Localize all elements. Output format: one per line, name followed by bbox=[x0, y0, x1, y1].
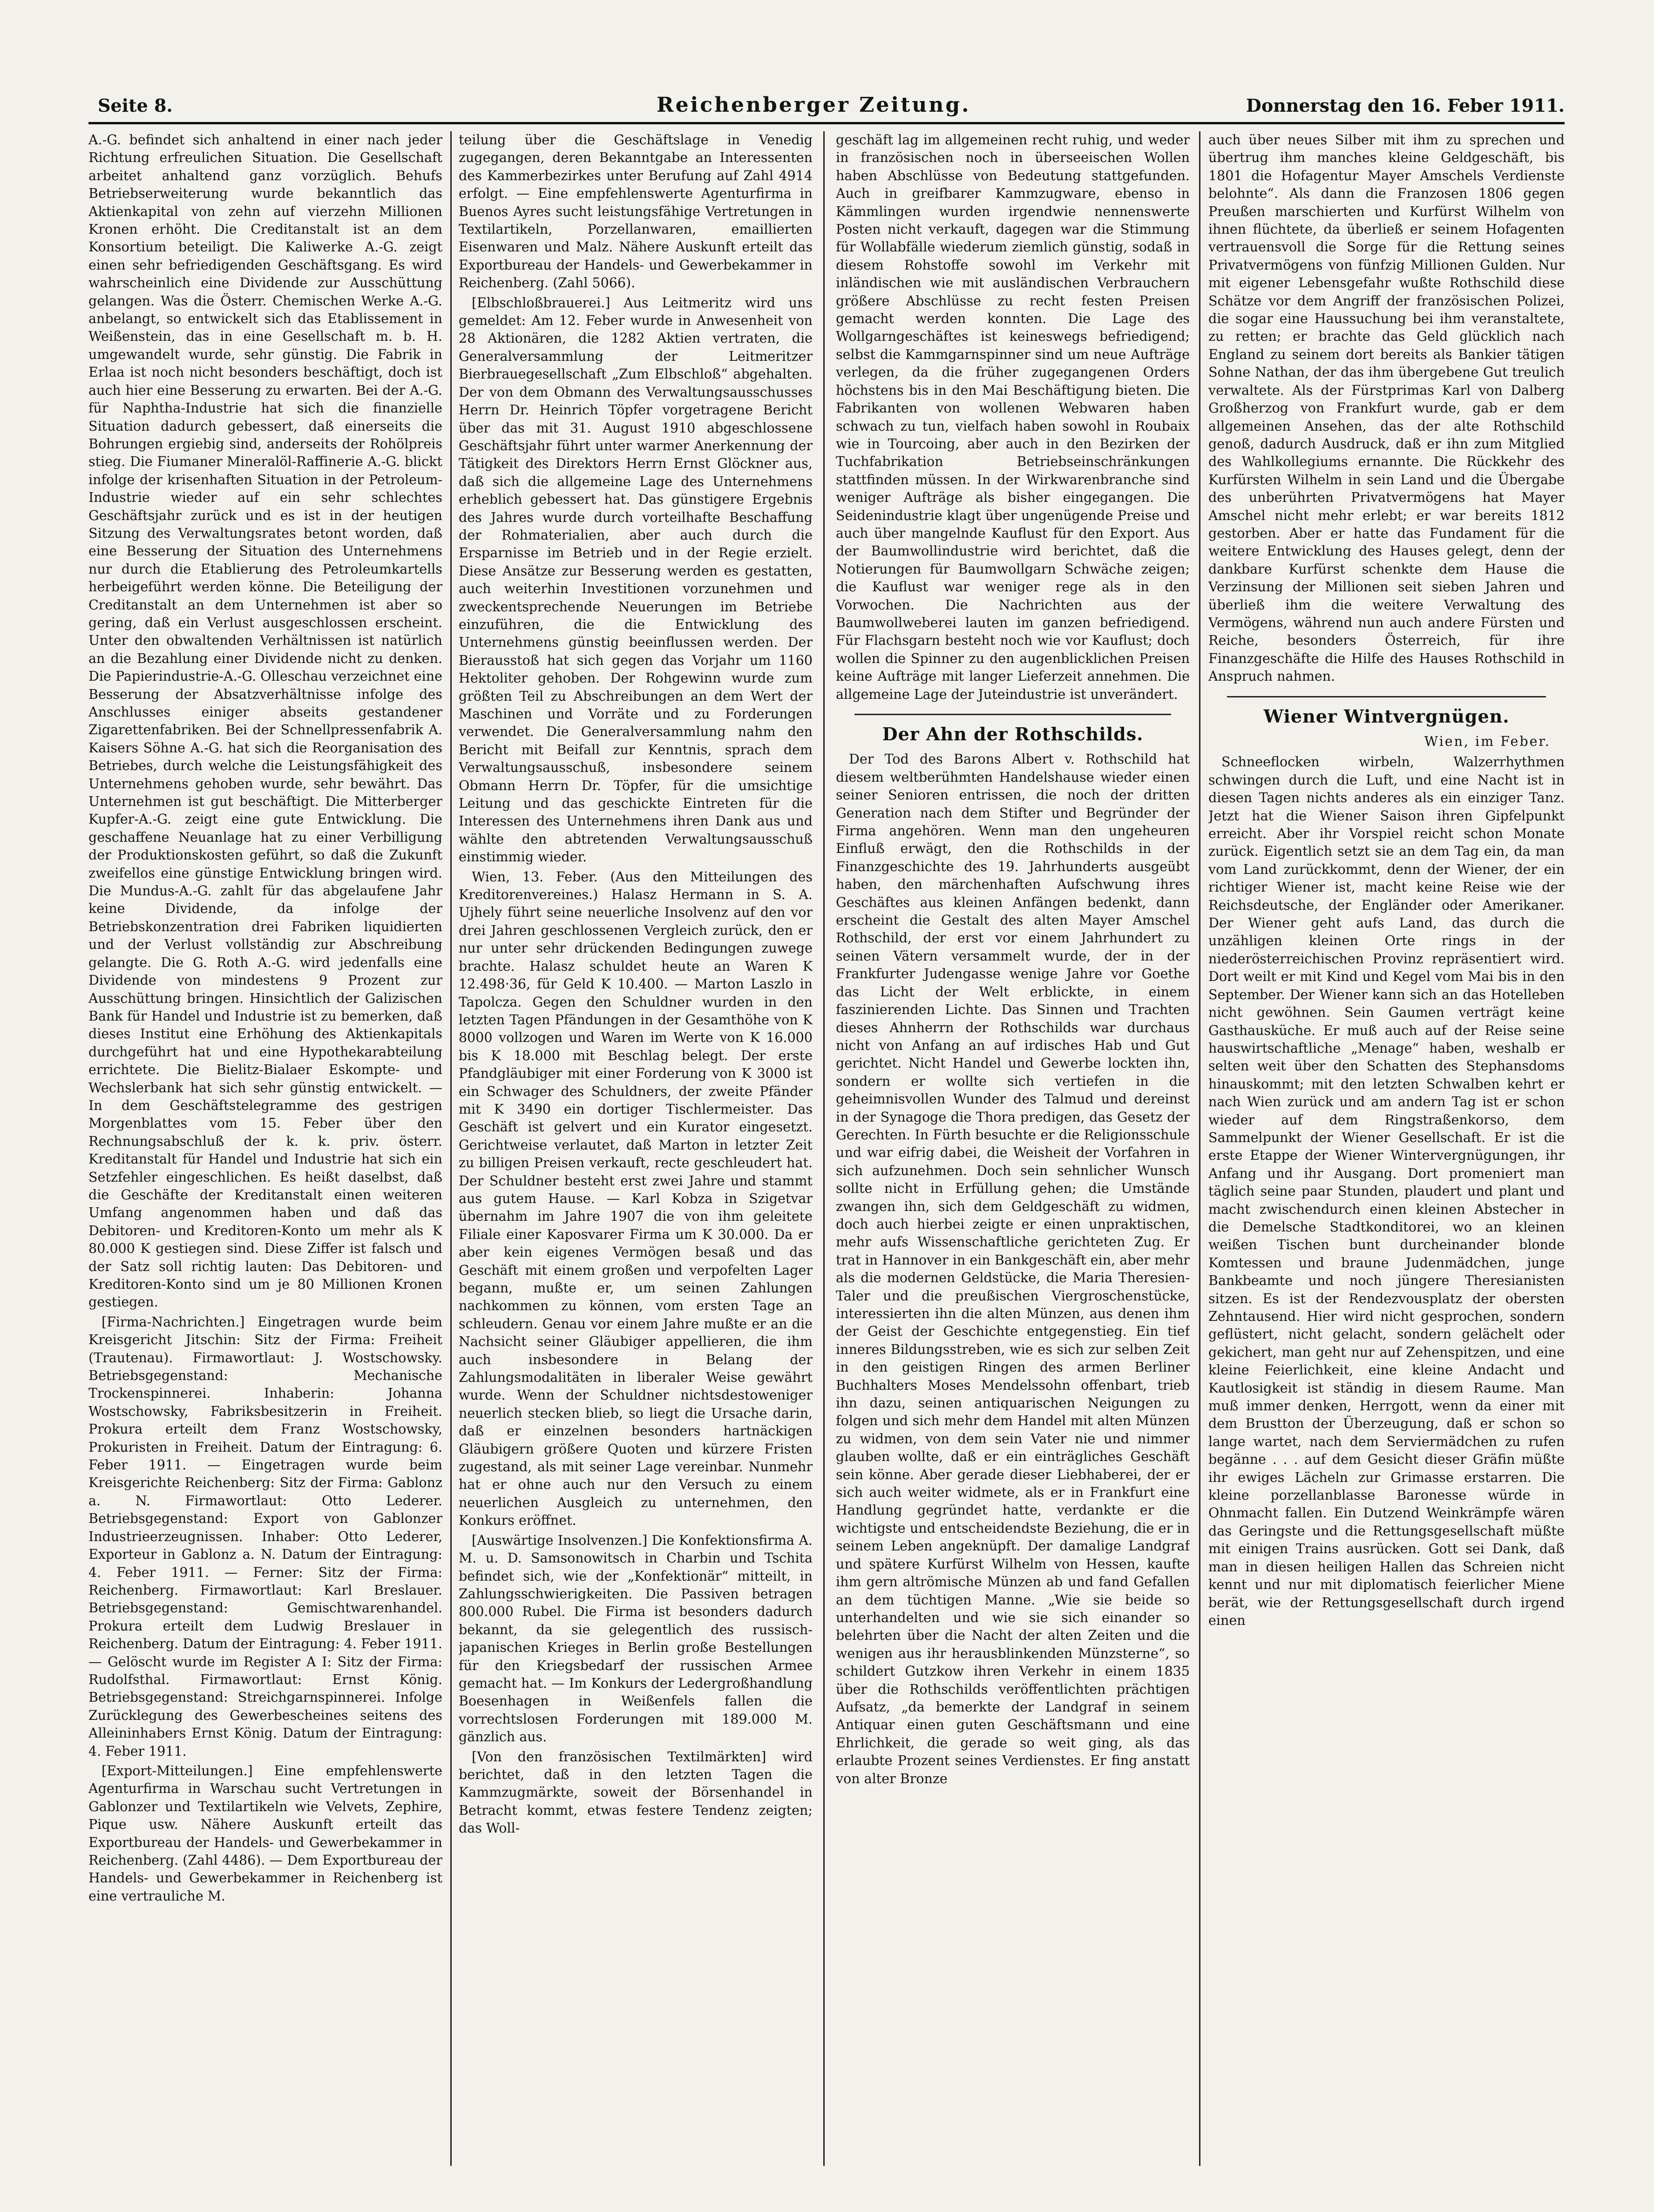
article-paragraph: Schneeflocken wirbeln, Walzerrhythmen schwingen durch die Luft, und eine Nacht ist in diesen Tagen nichts anderes als ein einziger Tanz. Jetzt hat die Wiener Saison ihren Gipfelpunkt erreicht. Aber ihr Vorspiel reicht schon Monate zurück. Eigentlich setzt sie an dem Tag ein, da man vom Land zurückkommt, denn der Wiener, der ein richtiger Wiener ist, macht keine Reise wie der Reichsdeutsche, der Engländer oder Amerikaner. Der Wiener geht aufs Land, das durch die unzähligen kleinen Orte rings in der niederösterreichischen Provinz repräsentiert wird. Dort weilt er mit Kind und Kegel vom Mai bis in den September. Der Wiener kann sich an das Hotelleben nicht gewöhnen. Sein Gaumen verträgt keine Gasthausküche. Er muß auch auf der Reise seine hauswirtschaftliche „Menage“ haben, weshalb er selten weit über den Schatten des Stephansdoms hinauskommt; mit den letzten Schwalben kehrt er nach Wien zurück und am andern Tag ist er schon wieder auf dem Ringstraßenkorso, dem Sammelpunkt der Wiener Gesellschaft. Er ist die erste Etappe der Wiener Wintervergnügungen, ihr Anfang und ihr Ausgang. Dort promeniert man täglich seine paar Stunden, plaudert und plant und macht zwischendurch einen kleinen Abstecher in die Demelsche Stadtkonditorei, wo an kleinen weißen Tischen bunt durcheinander blonde Komtessen und braune Judenmädchen, junge Bankbeamte und noch jüngere Theresianisten sitzen. Es ist der Rendezvousplatz der obersten Zehntausend. Hier wird nicht gesprochen, sondern geflüstert, nicht gelacht, sondern gelächelt oder gekichert, man geht nur auf Zehenspitzen, und eine kleine Feierlichkeit, eine kleine Andacht und Kautlosigkeit ist ständig in diesem Raume. Man muß immer denken, Herrgott, wenn da einer mit dem Brustton der Überzeugung, daß er schon so lange wartet, nach dem Serviermädchen zu rufen begänne . . . auf dem Gesicht dieser Gräfin müßte ihr ewiges Lächeln zur Grimasse erstarren. Die kleine porzellanblasse Baronesse würde in Ohnmacht fallen. Ein Dutzend Weinkrämpfe wären das Geringste und die Rettungsgesellschaft müßte mit einigen Trains ausrücken. Gott sei Dank, daß man in diesen heiligen Hallen das Schreien nicht kennt und nur mit diplomatisch feierlicher Miene berät, wie der Rettungsgesellschaft durch irgend einen bbox=[1208, 754, 1565, 1628]
column-divider bbox=[823, 131, 825, 2166]
page-number: Seite 8. bbox=[98, 95, 173, 116]
column-1 bbox=[88, 131, 442, 2166]
article-paragraph: geschäft lag im allgemeinen recht ruhig, und weder in französischen noch in überseeischen Wollen haben Abschlüsse von Bedeutung stattgefunden. Auch in greifbarer Kammzugware, ebenso in Kämmlingen wurden irgendwie nennenswerte Posten nicht verkauft, dagegen war die Stimmung für Wollabfälle wiederum ziemlich günstig, sodaß in diesem Rohstoffe sowohl im Verkehr mit inländischen wie mit ausländischen Verbrauchern größere Abschlüsse zu recht festen Preisen gemacht werden konnten. Die Lage des Wollgarngeschäftes ist keineswegs befriedigend; selbst die Kammgarnspinner sind um neue Aufträge verlegen, da die früher zugegangenen Orders höchstens bis in den Mai Beschäftigung bieten. Die Fabrikanten von wollenen Webwaren haben schwach zu tun, vielfach haben sowohl in Roubaix wie in Tourcoing, aber auch in den Bezirken der Tuchfabrikation Betriebseinschränkungen stattfinden müssen. In der Wirkwarenbranche sind weniger Aufträge als bisher eingegangen. Die Seidenindustrie klagt über ungenügende Preise und auch über mangelnde Kauflust für den Export. Aus der Baumwollindustrie wird berichtet, daß die Notierungen für Baumwollgarn Schwäche zeigen; die Kauflust war weniger rege als in den Vorwochen. Die Nachrichten aus der Baumwollweberei lauten im ganzen befriedigend. Für Flachsgarn besteht noch wie vor Kauflust; doch wollen die Spinner zu den augenblicklichen Preisen keine Aufträge mit langer Lieferzeit annehmen. Die allgemeine Lage der Juteindustrie ist unverändert. bbox=[836, 132, 1190, 702]
column-3 bbox=[836, 131, 1190, 2166]
newspaper-page bbox=[88, 88, 1565, 2170]
section-rule bbox=[854, 714, 1171, 715]
column-2 bbox=[459, 131, 813, 2166]
masthead bbox=[88, 88, 1565, 121]
newspaper-title: Reichenberger Zeitung. bbox=[657, 93, 971, 117]
header-rule bbox=[88, 122, 1565, 124]
article-paragraph: auch über neues Silber mit ihm zu sprechen und übertrug ihm manches kleine Geldgeschäft, bis 1801 die Hofagentur Mayer Amschels Verdienste belohnte“. Als dann die Franzosen 1806 gegen Preußen marschierten und Kurfürst Wilhelm von ihnen flüchtete, da überließ er seinem Hofagenten vertrauensvoll die Sorge für die Rettung seines Privatvermögens von fünfzig Millionen Gulden. Nur mit eigener Lebensgefahr wußte Rothschild diese Schätze vor dem Angriff der französischen Polizei, die sogar eine Haussuchung bei ihm veranstaltete, zu retten; er brachte das Geld glücklich nach England zu seinem dort bereits als Bankier tätigen Sohne Nathan, der das ihm übergebene Gut treulich verwaltete. Als der Fürstprimas Karl von Dalberg Großherzog von Frankfurt wurde, gab er dem allgemeinen Ansehen, das der alte Rothschild genoß, dadurch Ausdruck, daß er ihn zum Mitglied des Wahlkollegiums ernannte. Die Rückkehr des Kurfürsten Wilhelm in sein Land und die Übergabe des unberührten Privatvermögens hat Mayer Amschel nicht mehr erlebt; er war bereits 1812 gestorben. Aber er hatte das Fundament für die weitere Entwicklung des Hauses gelegt, denn der dankbare Kurfürst schenkte dem Hause die Verzinsung der Millionen seit sieben Jahren und überließ ihm die weitere Verwaltung des Vermögens, während nun auch andere Fürsten und Reiche, besonders Österreich, für ihre Finanzgeschäfte die Hilfe des Hauses Rothschild in Anspruch nahmen. bbox=[1208, 132, 1565, 684]
column-divider bbox=[450, 131, 452, 2166]
column-divider bbox=[1199, 131, 1200, 2166]
article-heading: Wiener Wintvergnügen. bbox=[1263, 705, 1510, 727]
section-rule bbox=[1227, 696, 1546, 697]
article-paragraph: [Export-Mitteilungen.] Eine empfehlenswerte Agenturfirma in Warschau sucht Vertretungen in Gablonzer und Textilartikeln wie Velvets, Zephire, Pique usw. Nähere Auskunft erteilt das Exportbureau der Handels- und Gewerbekammer in Reichenberg. (Zahl 4486). — Dem Exportbureau der Handels- und Gewerbekammer in Reichenberg ist eine vertrauliche M. bbox=[88, 1763, 442, 1904]
article-paragraph: Der Tod des Barons Albert v. Rothschild hat diesem weltberühmten Handelshause wieder einen seiner Senioren entrissen, die noch der dritten Generation nach dem Stifter und Begründer der Firma angehören. Wenn man den ungeheuren Einfluß erwägt, den die Rothschilds in der Finanzgeschichte des 19. Jahrhunderts ausgeübt haben, den märchenhaften Aufschwung ihres Geschäftes aus kleinen Anfängen bedenkt, dann erscheint die Gestalt des alten Mayer Amschel Rothschild, der erst vor einem Jahrhundert zu seinen Vätern versammelt wurde, der in der Frankfurter Judengasse wenige Jahre vor Goethe das Licht der Welt erblickte, in einem faszinierenden Lichte. Das Sinnen und Trachten dieses Ahnherrn der Rothschilds war durchaus nicht von Anfang an auf irdisches Hab und Gut gerichtet. Nicht Handel und Gewerbe lockten ihn, sondern er wollte sich vertiefen in die geheimnisvollen Wunder des Talmud und dereinst in der Synagoge die Thora predigen, das Gesetz der Gerechten. In Fürth besuchte er die Religionsschule und war eifrig dabei, die Weisheit der Vorfahren in sich aufzunehmen. Doch sein sehnlicher Wunsch sollte nicht in Erfüllung gehen; die Umstände zwangen ihn, sich dem Geldgeschäft zu widmen, doch auch hierbei zeigte er einen unpraktischen, mehr aufs Wissenschaftliche gerichteten Zug. Er trat in Hannover in ein Bankgeschäft ein, aber mehr als die modernen Geldstücke, die Maria Theresien-Taler und die preußischen Viergroschenstücke, interessierten ihn die alten Münzen, aus denen ihm der Geist der Geschichte entgegenstieg. Ein tief inneres Bildungsstreben, wie es sich zur selben Zeit in den geistigen Ringen des armen Berliner Buchhalters Moses Mendelssohn offenbart, trieb ihn dazu, seinen antiquarischen Neigungen zu folgen und sich mehr dem Handel mit alten Münzen zu widmen, von dem sein Vater nie und nimmer glauben wollte, daß er ein einträgliches Geschäft sein könne. Aber gerade dieser Liebhaberei, der er sich auch weiter widmete, als er in Frankfurt eine Handlung gegründet hatte, verdankte er die wichtigste und entscheidendste Beziehung, die er in seinem Leben angeknüpft. Der damalige Landgraf und spätere Kurfürst Wilhelm von Hessen, kaufte ihm gern altrömische Münzen ab und fand Gefallen an dem tüchtigen Manne. „Wie sie beide so unterhandelten und wie sie sich einander so belehrten über die Nacht der alten Zeiten und die wenigen aus ihr herausblinkenden Münzsterne“, so schildert Gutzkow ihren Verkehr in einem 1835 über die Rothschilds veröffentlichten prächtigen Aufsatz, „da bemerkte der Landgraf in seinem Antiquar einen guten Geschäftsmann und eine Ehrlichkeit, die gerade so weit ging, als das erlaubte Prozent seines Verdienstes. Er fing anstatt von alter Bronze bbox=[836, 751, 1190, 1786]
article-paragraph: [Auswärtige Insolvenzen.] Die Konfektionsfirma A. M. u. D. Samsonowitsch in Charbin und Tschita befindet sich, wie der „Konfektionär“ mitteilt, in Zahlungsschwierigkeiten. Die Passiven betragen 800.000 Rubel. Die Firma ist besonders dadurch bekannt, da sie gelegentlich des russisch-japanischen Krieges in Berlin große Bestellungen für den Kriegsbedarf der russischen Armee gemacht hat. — Im Konkurs der Ledergroßhandlung Boesenhagen in Weißenfels fallen die vorrechtslosen Forderungen mit 189.000 M. gänzlich aus. bbox=[459, 1532, 813, 1745]
dateline: Wien, im Feber. bbox=[1424, 734, 1551, 749]
column-4 bbox=[1208, 131, 1565, 2166]
article-paragraph: [Von den französischen Textilmärkten] wird berichtet, daß in den letzten Tagen die Kammzugmärkte, soweit der Börsenhandel in Betracht kommt, etwas festere Tendenz zeigten; das Woll- bbox=[459, 1749, 813, 1836]
article-paragraph: A.-G. befindet sich anhaltend in einer nach jeder Richtung erfreulichen Situation. Die Gesellschaft arbeitet anhaltend ganz vorzüglich. Behufs Betriebserweiterung wurde bekanntlich das Aktienkapital von zehn auf vierzehn Millionen Kronen erhöht. Die Creditanstalt ist an dem Konsortium beteiligt. Die Kaliwerke A.-G. zeigt einen sehr befriedigenden Geschäftsgang. Es wird wahrscheinlich eine Dividende zur Ausschüttung gelangen. Was die Österr. Chemischen Werke A.-G. anbelangt, so entwickelt sich das Etablissement in Weißenstein, das in eine Gesellschaft m. b. H. umgewandelt wurde, sehr günstig. Die Fabrik in Erlaa ist noch nicht besonders beschäftigt, doch ist auch hier eine Besserung zu erwarten. Bei der A.-G. für Naphtha-Industrie hat sich die finanzielle Situation dadurch gebessert, daß einerseits die Bohrungen ergiebig sind, anderseits der Rohölpreis stieg. Die Fiumaner Mineralöl-Raffinerie A.-G. blickt infolge der krisenhaften Situation in der Petroleum-Industrie wieder auf ein sehr schlechtes Geschäftsjahr zurück und es ist in der heutigen Sitzung des Verwaltungsrates betont worden, daß eine Besserung der Situation des Unternehmens nur durch die Etablierung des Petroleumkartells herbeigeführt werden könne. Die Beteiligung der Creditanstalt an dem Unternehmen ist aber so gering, daß ein Verlust ausgeschlossen erscheint. Unter den obwaltenden Verhältnissen ist natürlich an die Bezahlung einer Dividende nicht zu denken. Die Papierindustrie-A.-G. Olleschau verzeichnet eine Besserung der Absatzverhältnisse infolge des Anschlusses einiger abseits gestandener Zigarettenfabriken. Bei der Schnellpressenfabrik A. Kaisers Söhne A.-G. hat sich die Reorganisation des Betriebes, durch welche die Leistungsfähigkeit des Unternehmens gehoben wurde, sehr bewährt. Das Unternehmen ist gut beschäftigt. Die Mitterberger Kupfer-A.-G. zeigt eine gute Entwicklung. Die geschaffene Neuanlage hat zu einer Verbilligung der Produktionskosten geführt, so daß die Zukunft zweifellos eine günstige Entwicklung bringen wird. Die Mundus-A.-G. zahlt für das abgelaufene Jahr keine Dividende, da infolge der Betriebskonzentration drei Fabriken liquidierten und der Verlust vollständig zur Abschreibung gelangte. Die G. Roth A.-G. wird jedenfalls eine Dividende von mindestens 9 Prozent zur Ausschüttung bringen. Hinsichtlich der Galizischen Bank für Handel und Industrie ist zu bemerken, daß dieses Institut eine Erhöhung des Aktienkapitals durchgeführt hat und eine Hypothekarabteilung errichtete. Die Bielitz-Bialaer Eskompte- und Wechslerbank hat sich sehr günstig entwickelt. — In dem Geschäftstelegramme des gestrigen Morgenblattes vom 15. Feber über den Rechnungsabschluß der k. k. priv. österr. Kreditanstalt für Handel und Industrie hat sich ein Setzfehler eingeschlichen. Es heißt daselbst, daß die Geschäfte der Kreditanstalt einen weiteren Umfang angenommen haben und daß das Debitoren- und Kreditoren-Konto um mehr als K 80.000 K gestiegen sind. Diese Ziffer ist falsch und der Satz soll richtig lauten: Das Debitoren- und Kreditoren-Konto sind um je 80 Millionen Kronen gestiegen. bbox=[88, 132, 442, 1310]
article-paragraph: teilung über die Geschäftslage in Venedig zugegangen, deren Bekanntgabe an Interessenten des Kammerbezirkes unter Berufung auf Zahl 4914 erfolgt. — Eine empfehlenswerte Agenturfirma in Buenos Ayres sucht leistungsfähige Vertretungen in Textilartikeln, Porzellanwaren, emaillierten Eisenwaren und Malz. Nähere Auskunft erteilt das Exportbureau der Handels- und Gewerbekammer in Reichenberg. (Zahl 5066). bbox=[459, 132, 813, 291]
issue-date: Donnerstag den 16. Feber 1911. bbox=[1246, 95, 1565, 116]
article-paragraph: [Firma-Nachrichten.] Eingetragen wurde beim Kreisgericht Jitschin: Sitz der Firma: Freiheit (Trautenau). Firmawortlaut: J. Wostschowsky. Betriebsgegenstand: Mechanische Trockenspinnerei. Inhaberin: Johanna Wostschowsky, Fabriksbesitzerin in Freiheit. Prokura erteilt dem Franz Wostschowsky, Prokuristen in Freiheit. Datum der Eintragung: 6. Feber 1911. — Eingetragen wurde beim Kreisgerichte Reichenberg: Sitz der Firma: Gablonz a. N. Firmawortlaut: Otto Lederer. Betriebsgegenstand: Export von Gablonzer Industrieerzeugnissen. Inhaber: Otto Lederer, Exporteur in Gablonz a. N. Datum der Eintragung: 4. Feber 1911. — Ferner: Sitz der Firma: Reichenberg. Firmawortlaut: Karl Breslauer. Betriebsgegenstand: Gemischtwarenhandel. Prokura erteilt dem Ludwig Breslauer in Reichenberg. Datum der Eintragung: 4. Feber 1911. — Gelöscht wurde im Register A I: Sitz der Firma: Rudolfsthal. Firmawortlaut: Ernst König. Betriebsgegenstand: Streichgarnspinnerei. Infolge Zurücklegung des Gewerbescheines seitens des Alleininhabers Ernst König. Datum der Eintragung: 4. Feber 1911. bbox=[88, 1314, 442, 1759]
article-paragraph: [Elbschloßbrauerei.] Aus Leitmeritz wird uns gemeldet: Am 12. Feber wurde in Anwesenheit von 28 Aktionären, die 1282 Aktien vertraten, die Generalversammlung der Leitmeritzer Bierbrauegesellschaft „Zum Elbschloß“ abgehalten. Der von dem Obmann des Verwaltungsausschusses Herrn Dr. Heinrich Töpfer vorgetragene Bericht über das mit 31. August 1910 abgeschlossene Geschäftsjahr führt unter warmer Anerkennung der Tätigkeit des Direktors Herrn Ernst Glöckner aus, daß sich die allgemeine Lage des Unternehmens erheblich gebessert hat. Das günstigere Ergebnis des Jahres wurde durch vorteilhafte Beschaffung der Rohmaterialien, aber auch durch die Ersparnisse im Betrieb und in der Regie erzielt. Diese Ansätze zur Besserung werden es gestatten, auch weiterhin Investitionen vorzunehmen und zweckentsprechende Neuerungen im Betriebe einzuführen, die die Entwicklung des Unternehmens günstig beeinflussen werden. Der Bierausstoß hat sich gegen das Vorjahr um 1160 Hektoliter gehoben. Der Rohgewinn wurde zum größten Teil zu Abschreibungen an dem Wert der Maschinen und Vorräte und zu Forderungen verwendet. Die Generalversammlung nahm den Bericht mit Beifall zur Kenntnis, sprach dem Verwaltungsausschuß, insbesondere seinem Obmann Herrn Dr. Töpfer, für die umsichtige Leitung und das geschickte Eintreten für die Interessen des Unternehmens ihren Dank aus und wählte den abtretenden Verwaltungsausschuß einstimmig wieder. bbox=[459, 295, 813, 865]
article-paragraph: Wien, 13. Feber. (Aus den Mitteilungen des Kreditorenvereines.) Halasz Hermann in S. A. Ujhely führt seine neuerliche Insolvenz auf den vor drei Jahren geschlossenen Vergleich zurück, den er nur unter sehr drückenden Bedingungen zuwege brachte. Halasz schuldet heute an Waren K 12.498·36, für Geld K 10.400. — Marton Laszlo in Tapolcza. Gegen den Schuldner wurden in den letzten Tagen Pfändungen in der Gesamthöhe von K 8000 vollzogen und Waren im Werte von K 16.000 bis K 18.000 mit Beschlag belegt. Der erste Pfandgläubiger mit einer Forderung von K 3000 ist ein Schwager des Schuldners, der zweite Pfänder mit K 3490 ein dortiger Tischlermeister. Das Geschäft ist gelvert und ein Kurator eingesetzt. Gerichtweise verlautet, daß Marton in letzter Zeit zu billigen Preisen verkauft, recte geschleudert hat. Der Schuldner besteht erst zwei Jahre und stammt aus gutem Hause. — Karl Kobza in Szigetvar übernahm im Jahre 1907 die von ihm geleitete Filiale einer Kaposvarer Firma um K 30.000. Da er aber kein eigenes Vermögen besaß und das Geschäft mit einem großen und verpofelten Lager begann, mußte er, um seinen Zahlungen nachkommen zu können, vom ersten Tage an schleudern. Genau vor einem Jahre mußte er an die Nachsicht seiner Gläubiger appellieren, die ihm auch insbesondere in Belang der Zahlungsmodalitäten in liberaler Weise gewährt wurde. Wenn der Schuldner nichtsdestoweniger neuerlich stecken blieb, so liegt die Ursache darin, daß er einzelnen besonders hartnäckigen Gläubigern größere Quoten und kürzere Fristen zugestand, als mit seiner Lage vereinbar. Nunmehr hat er ohne auch nur den Versuch zu einem neuerlichen Ausgleich zu unternehmen, den Konkurs eröffnet. bbox=[459, 869, 813, 1529]
article-heading: Der Ahn der Rothschilds. bbox=[882, 724, 1144, 744]
